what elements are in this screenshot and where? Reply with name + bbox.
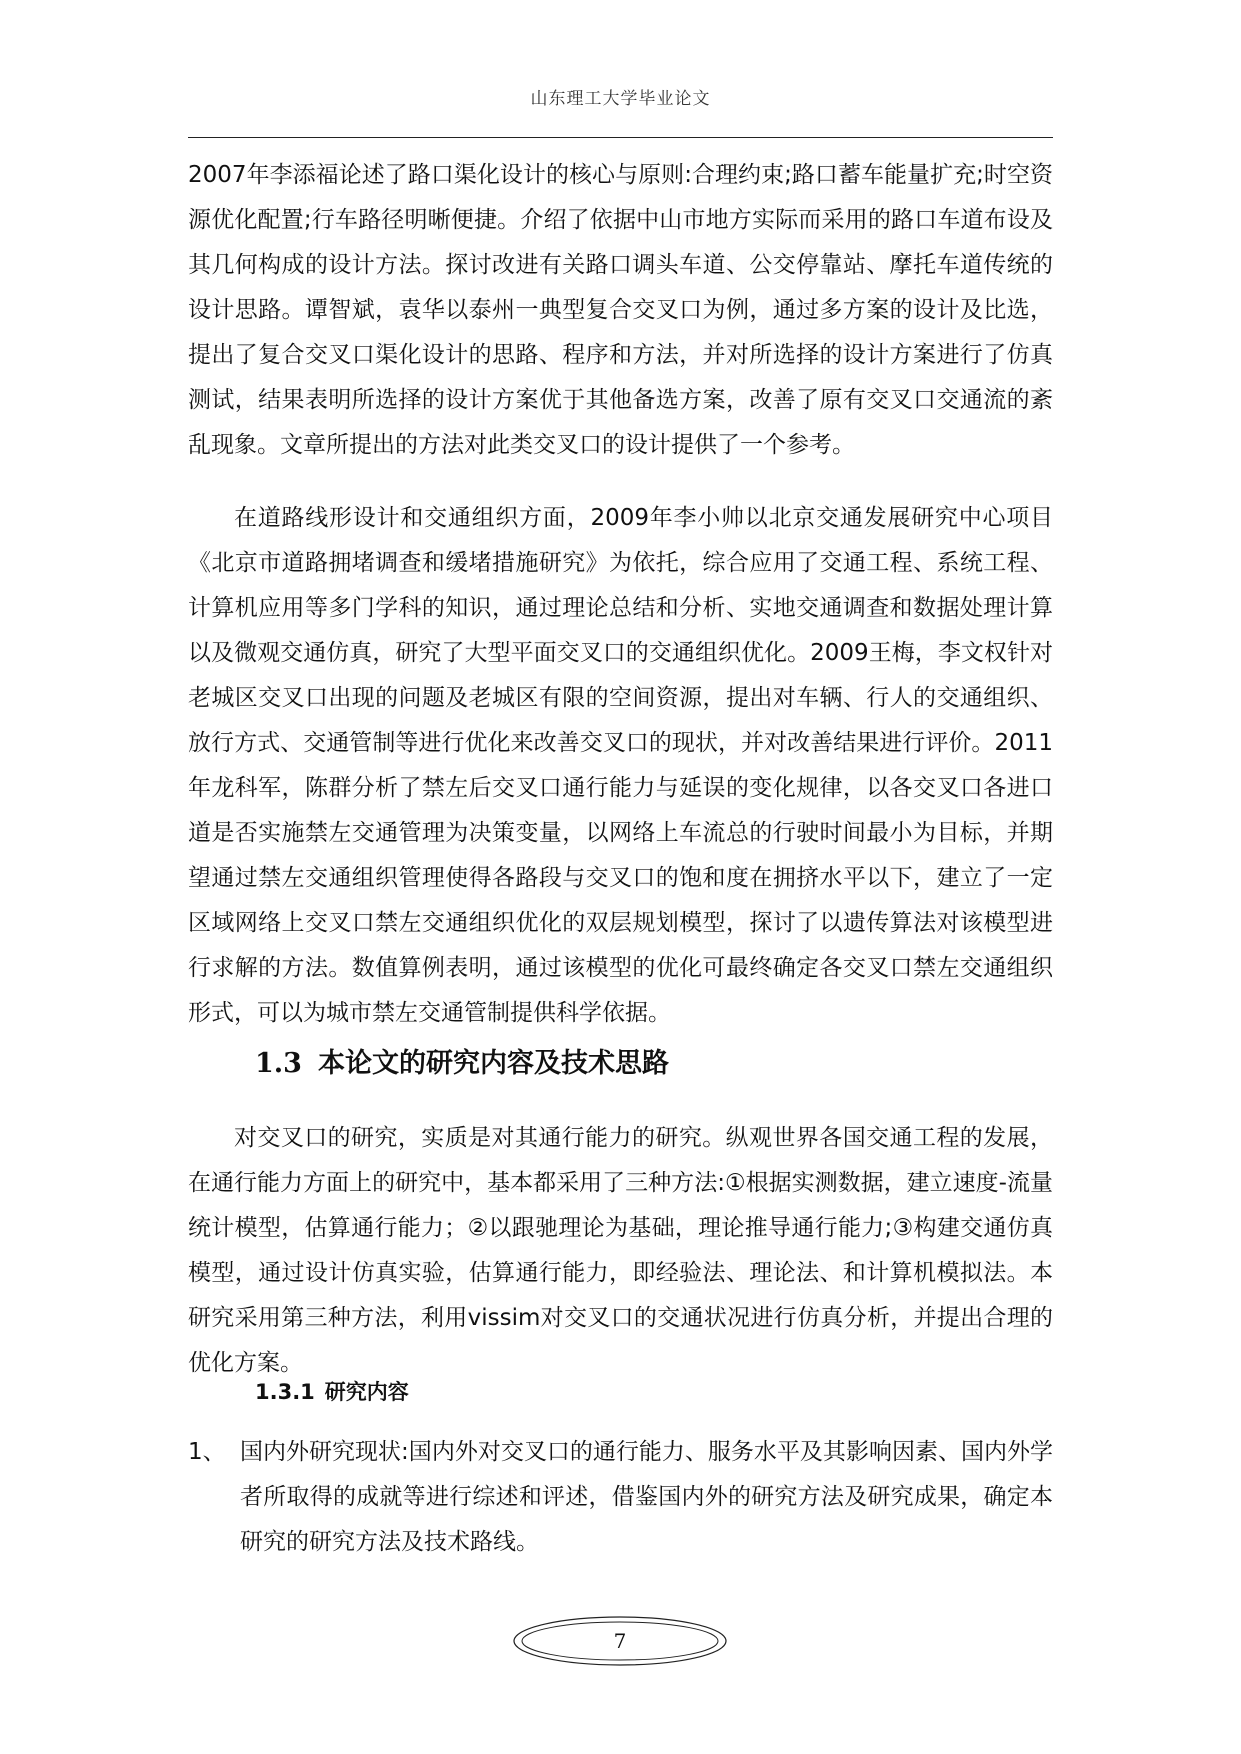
- list-item-text: 国内外研究现状:国内外对交叉口的通行能力、服务水平及其影响因素、国内外学者所取得的成就等进行综述和评述，借鉴国内外的研究方法及研究成果，确定本研究的研究方法及技术路线。: [240, 1439, 1053, 1555]
- subsection-number: 1.3.1: [255, 1380, 315, 1404]
- list-item-marker: 1、: [188, 1439, 226, 1465]
- section-title: 本论文的研究内容及技术思路: [317, 1048, 669, 1079]
- subsection-title: 研究内容: [324, 1380, 409, 1404]
- body-paragraph-3: 对交叉口的研究，实质是对其通行能力的研究。纵观世界各国交通工程的发展，在通行能力方面上的研究中，基本都采用了三种方法:①根据实测数据，建立速度-流量统计模型，估算通行能力；②以跟驰理论为基础，理论推导通行能力;③构建交通仿真模型，通过设计仿真实验，估算通行能力，即经验法、理论法、和计算机模拟法。本研究采用第三种方法，利用vissim对交叉口的交通状况进行仿真分析，并提出合理的优化方案。: [188, 1125, 1053, 1376]
- page-number-badge: [512, 1614, 728, 1668]
- body-paragraph-1: 2007年李添福论述了路口渠化设计的核心与原则:合理约束;路口蓄车能量扩充;时空资源优化配置;行车路径明晰便捷。介绍了依据中山市地方实际而采用的路口车道布设及其几何构成的设计方法。探讨改进有关路口调头车道、公交停靠站、摩托车道传统的设计思路。谭智斌，袁华以泰州一典型复合交叉口为例，通过多方案的设计及比选，提出了复合交叉口渠化设计的思路、程序和方法，并对所选择的设计方案进行了仿真测试，结果表明所选择的设计方案优于其他备选方案，改善了原有交叉口交通流的紊乱现象。文章所提出的方法对此类交叉口的设计提供了一个参考。: [188, 162, 1053, 458]
- section-number: 1.3: [255, 1048, 302, 1079]
- list-item: [188, 1430, 1053, 1565]
- body-paragraph-2: 在道路线形设计和交通组织方面，2009年李小帅以北京交通发展研究中心项目《北京市道路拥堵调查和缓堵措施研究》为依托，综合应用了交通工程、系统工程、计算机应用等多门学科的知识，通过理论总结和分析、实地交通调查和数据处理计算以及微观交通仿真，研究了大型平面交叉口的交通组织优化。2009王梅，李文权针对老城区交叉口出现的问题及老城区有限的空间资源，提出对车辆、行人的交通组织、放行方式、交通管制等进行优化来改善交叉口的现状，并对改善结果进行评价。2011年龙科军，陈群分析了禁左后交叉口通行能力与延误的变化规律，以各交叉口各进口道是否实施禁左交通管理为决策变量，以网络上车流总的行驶时间最小为目标，并期望通过禁左交通组织管理使得各路段与交叉口的饱和度在拥挤水平以下，建立了一定区域网络上交叉口禁左交通组织优化的双层规划模型，探讨了以遗传算法对该模型进行求解的方法。数值算例表明，通过该模型的优化可最终确定各交叉口禁左交通组织形式，可以为城市禁左交通管制提供科学依据。: [188, 505, 1053, 1026]
- running-header: 山东理工大学毕业论文: [530, 89, 711, 109]
- header-divider: [188, 137, 1053, 138]
- page-number: 7: [613, 1629, 627, 1653]
- subsection-heading: [255, 1374, 409, 1410]
- section-heading: [255, 1044, 669, 1084]
